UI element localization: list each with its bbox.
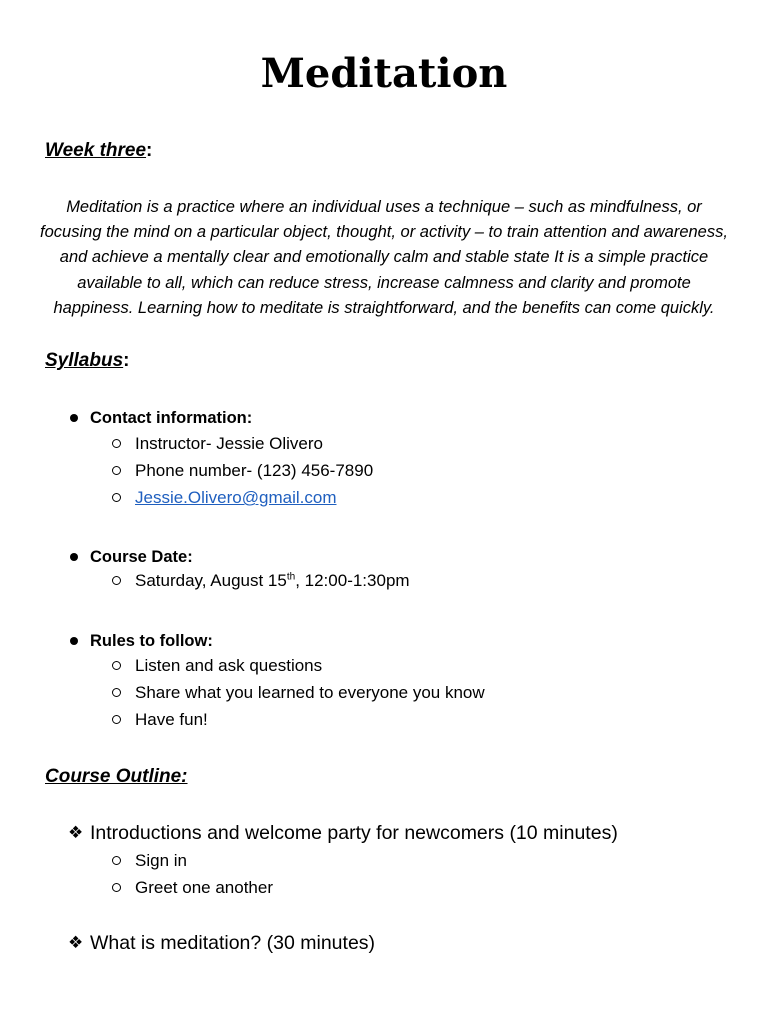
course-date-label: Course Date: [90,548,193,566]
outline-item-text: Introductions and welcome party for newcomers (10 minutes) [90,822,618,844]
intro-paragraph: Meditation is a practice where an individual uses a technique – such as mindfulness, or focusing the mind on a particular object, thought, or activity – to train attention and awareness, and achieve a mentally clear and emotionally calm and stable state It is a simple practice available to all, which can reduce stress, increase calmness and clarity and promote happiness. Learning how to meditate is straightforward, and the benefits can come quickly. [40,198,728,317]
circle-bullet-icon [112,576,121,585]
bullet-dot-icon [70,553,78,561]
date-prefix: Saturday, August 15 [135,571,287,590]
outline-item [0,820,768,848]
page-title: Meditation [260,50,508,97]
rule-text: Listen and ask questions [135,656,323,675]
date-time: , 12:00-1:30pm [295,571,410,590]
bullet-contact [0,407,768,431]
outline-sub-text: Greet one another [135,878,273,897]
bullet-dot-icon [70,637,78,645]
week-heading-colon: : [146,140,153,161]
circle-bullet-icon [112,661,121,670]
outline-sub-item [0,877,768,901]
instructor-text: Instructor- Jessie Olivero [135,434,323,453]
sub-item-phone [0,460,768,484]
contact-label: Contact information: [90,409,253,427]
four-diamond-bullet-icon: ❖ [68,823,84,842]
sub-item-email [0,487,768,511]
circle-bullet-icon [112,466,121,475]
rule-item [0,655,768,679]
outline-item [0,930,768,958]
sub-item-date [0,570,768,594]
week-heading [45,139,152,163]
bullet-dot-icon [70,414,78,422]
outline-item-text: What is meditation? (30 minutes) [90,932,376,954]
email-link[interactable]: Jessie.Olivero@gmail.com [135,488,337,507]
outline-sub-text: Sign in [135,851,187,870]
sub-item-instructor [0,433,768,457]
course-outline-heading [45,765,188,789]
circle-bullet-icon [112,856,121,865]
bullet-course-date [0,546,768,570]
circle-bullet-icon [112,493,121,502]
circle-bullet-icon [112,883,121,892]
rule-item [0,709,768,733]
rule-text: Have fun! [135,710,208,729]
circle-bullet-icon [112,715,121,724]
outline-sub-item [0,850,768,874]
circle-bullet-icon [112,439,121,448]
rule-item [0,682,768,706]
syllabus-heading-text: Syllabus [45,350,124,371]
bullet-rules [0,630,768,654]
course-date-text [135,570,410,592]
syllabus-heading [45,349,129,373]
rule-text: Share what you learned to everyone you know [135,683,485,702]
rules-label: Rules to follow: [90,632,213,650]
date-ordinal: th [286,571,296,583]
phone-text: Phone number- (123) 456-7890 [135,461,374,480]
course-outline-heading-text: Course Outline: [45,766,188,787]
syllabus-heading-colon: : [123,350,130,371]
circle-bullet-icon [112,688,121,697]
week-heading-text: Week three [45,140,147,161]
four-diamond-bullet-icon: ❖ [68,933,84,952]
